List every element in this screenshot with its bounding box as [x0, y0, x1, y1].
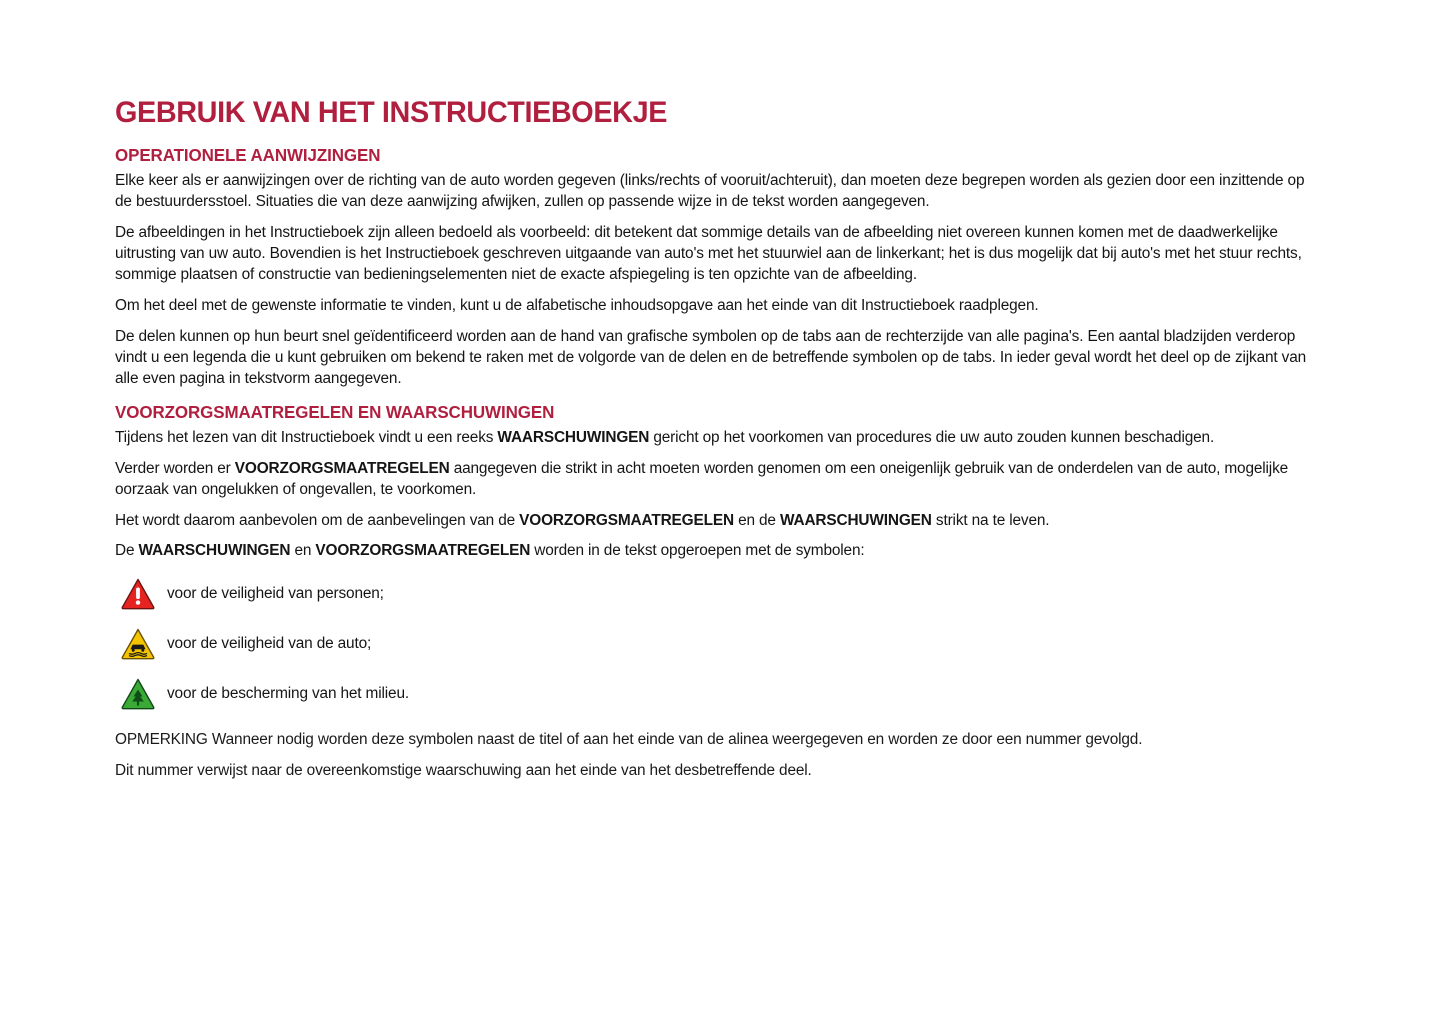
paragraph-warnings-4	[115, 541, 1310, 562]
yellow-car-skid-triangle-icon	[121, 628, 167, 660]
symbol-label: voor de veiligheid van personen;	[167, 585, 384, 603]
section-heading-operational: OPERATIONELE AANWIJZINGEN	[115, 145, 381, 165]
paragraph-warnings-2	[115, 459, 1310, 501]
symbol-label: voor de veiligheid van de auto;	[167, 635, 372, 653]
symbol-row-safety-persons	[115, 572, 1310, 616]
text-segment: De	[115, 542, 139, 560]
symbol-label: voor de bescherming van het milieu.	[167, 685, 409, 703]
note-block	[115, 730, 1310, 782]
paragraph-warnings-1	[115, 428, 1310, 449]
text-segment: worden in de tekst opgeroepen met de symbolen:	[530, 542, 865, 560]
section-heading-warnings: VOORZORGSMAATREGELEN EN WAARSCHUWINGEN	[115, 401, 555, 422]
paragraph: Om het deel met de gewenste informatie te vinden, kunt u de alfabetische inhoudsopgave aan het einde van dit Instructieboek raadplegen.	[115, 296, 1039, 314]
text-segment: Tijdens het lezen van dit Instructieboek vindt u een reeks	[115, 428, 498, 446]
paragraph: De afbeeldingen in het Instructieboek zijn alleen bedoeld als voorbeeld: dit betekent dat sommige details van de afbeelding niet overeen kunnen komen met de daadwerkelijke uitrusting van uw auto. Bovendien is het Instructieboek geschreven uitgaande van auto's met het stuurwiel aan de linkerkant; het is dus mogelijk dat bij auto's met het stuur rechts, sommige plaatsen of constructie van bedieningselementen niet de exacte afspiegeling is ten opzichte van de afbeelding.	[115, 224, 1302, 283]
text-segment: Het wordt daarom aanbevolen om de aanbevelingen van de	[115, 511, 520, 529]
text-segment: en	[290, 542, 316, 560]
text-bold-voorzorgsmaatregelen: VOORZORGSMAATREGELEN	[519, 511, 734, 529]
red-warning-triangle-icon	[121, 578, 167, 610]
text-segment: strikt na te leven.	[931, 511, 1050, 529]
text-segment: Verder worden er	[115, 459, 235, 477]
page-title: GEBRUIK VAN HET INSTRUCTIEBOEKJE	[115, 96, 668, 129]
green-tree-triangle-icon	[121, 678, 167, 710]
paragraph: Elke keer als er aanwijzingen over de richting van de auto worden gegeven (links/rechts of vooruit/achteruit), dan moeten deze begrepen worden als gezien door een inzittende op de bestuurdersstoel. Situaties die van deze aanwijzing afwijken, zullen op passende wijze in de tekst worden aangegeven.	[115, 172, 1305, 211]
text-bold-waarschuwingen: WAARSCHUWINGEN	[138, 542, 291, 560]
text-bold-waarschuwingen: WAARSCHUWINGEN	[779, 511, 932, 529]
note-line: Dit nummer verwijst naar de overeenkomstige waarschuwing aan het einde van het desbetreffende deel.	[115, 762, 812, 780]
note-line: OPMERKING Wanneer nodig worden deze symbolen naast de titel of aan het einde van de alinea weergegeven en worden ze door een nummer gevolgd.	[115, 731, 1143, 749]
text-bold-waarschuwingen: WAARSCHUWINGEN	[497, 428, 650, 446]
symbol-row-safety-car	[115, 622, 1310, 666]
text-bold-voorzorgsmaatregelen: VOORZORGSMAATREGELEN	[315, 542, 531, 560]
text-segment: en de	[733, 511, 780, 529]
text-bold-voorzorgsmaatregelen: VOORZORGSMAATREGELEN	[234, 459, 450, 477]
text-segment: aangegeven die strikt in acht moeten worden genomen om een oneigenlijk gebruik van de onderdelen van de auto, mogelijke oorzaak van ongelukken of ongevallen, te voorkomen.	[115, 459, 1289, 498]
symbol-row-environment	[115, 672, 1310, 716]
paragraph-warnings-3	[115, 511, 1310, 532]
paragraph: De delen kunnen op hun beurt snel geïdentificeerd worden aan de hand van grafische symbolen op de tabs aan de rechterzijde van alle pagina's. Een aantal bladzijden verderop vindt u een legenda die u kunt gebruiken om bekend te raken met de volgorde van de delen en de betreffende symbolen op de tabs. In ieder geval wordt het deel op de zijkant van alle even pagina in tekstvorm aangegeven.	[115, 327, 1307, 387]
text-segment: gericht op het voorkomen van procedures die uw auto zouden kunnen beschadigen.	[649, 428, 1215, 446]
